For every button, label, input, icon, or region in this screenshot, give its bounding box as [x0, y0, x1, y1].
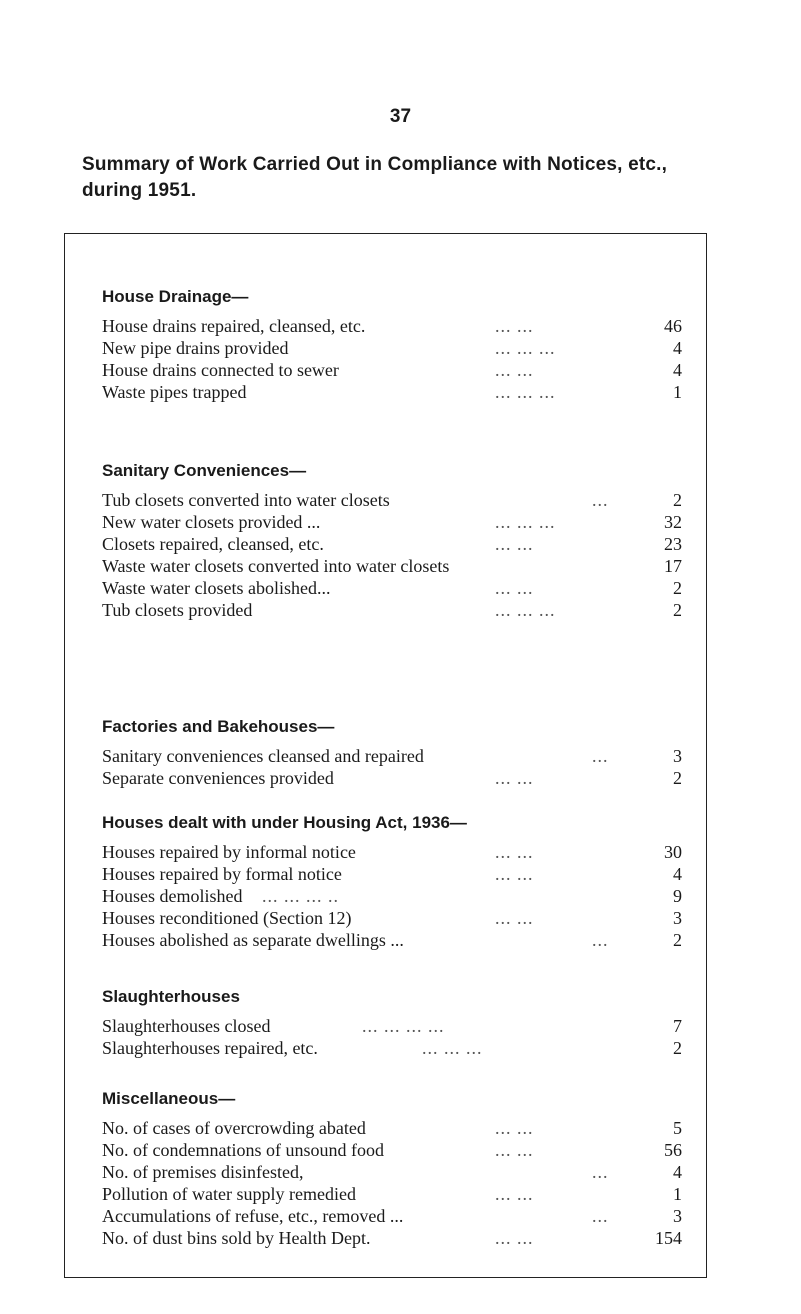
section-sanitary-conveniences [102, 458, 682, 621]
table-row [102, 1227, 682, 1249]
section-house-drainage [102, 284, 682, 403]
document-title: Summary of Work Carried Out in Compliance with Notices, etc., during 1951. [82, 154, 668, 201]
table-row [102, 1037, 682, 1059]
row-leader-dots: ... ... [495, 864, 534, 884]
row-leader-dots: ... ... [495, 842, 534, 862]
row-value: 32 [664, 512, 682, 532]
table-row [102, 1139, 682, 1161]
table-row [102, 337, 682, 359]
row-leader-dots: ... ... ... [495, 382, 556, 402]
table-row [102, 315, 682, 337]
table-row [102, 489, 682, 511]
table-row [102, 929, 682, 951]
row-value: 2 [673, 930, 682, 950]
row-value: 46 [664, 316, 682, 336]
row-label: Houses repaired by formal notice [102, 864, 342, 884]
table-row [102, 841, 682, 863]
table-row [102, 1161, 682, 1183]
row-value: 23 [664, 534, 682, 554]
table-row [102, 577, 682, 599]
section-heading: Slaughterhouses [102, 987, 240, 1006]
row-label: Slaughterhouses closed [102, 1016, 271, 1036]
row-label: Houses reconditioned (Section 12) [102, 908, 352, 928]
row-leader-dots: ... ... ... [495, 512, 556, 532]
row-value: 4 [673, 1162, 682, 1182]
section-heading: Factories and Bakehouses— [102, 717, 335, 736]
row-value: 2 [673, 490, 682, 510]
row-leader-dots: ... ... [495, 578, 534, 598]
table-row [102, 599, 682, 621]
row-leader-dots: ... ... [495, 360, 534, 380]
row-label: Waste water closets abolished... [102, 578, 331, 598]
table-row [102, 381, 682, 403]
table-row [102, 1183, 682, 1205]
table-row [102, 1205, 682, 1227]
row-value: 4 [673, 360, 682, 380]
row-value: 2 [673, 1038, 682, 1058]
row-label: Closets repaired, cleansed, etc. [102, 534, 324, 554]
row-value: 3 [673, 1206, 682, 1226]
row-leader-dots: ... ... ... [422, 1038, 483, 1058]
row-label: Sanitary conveniences cleansed and repaired [102, 746, 424, 766]
row-value: 4 [673, 864, 682, 884]
page-number: 37 [389, 106, 412, 127]
row-leader-dots: ... ... [495, 908, 534, 928]
row-label: Slaughterhouses repaired, etc. [102, 1038, 318, 1058]
row-label: New pipe drains provided [102, 338, 289, 358]
section-factories-bakehouses [102, 714, 682, 789]
section-heading: Houses dealt with under Housing Act, 1936— [102, 813, 467, 832]
row-value: 2 [673, 768, 682, 788]
row-label: Waste water closets converted into water closets [102, 556, 450, 576]
row-label: Accumulations of refuse, etc., removed ... [102, 1206, 404, 1226]
row-leader-dots: ... ... ... ... [362, 1016, 445, 1036]
row-leader-dots: ... ... [495, 534, 534, 554]
table-row [102, 555, 682, 577]
row-leader-dots: ... ... [495, 1184, 534, 1204]
row-value: 5 [673, 1118, 682, 1138]
row-label: House drains connected to sewer [102, 360, 339, 380]
table-row [102, 745, 682, 767]
section-heading: House Drainage— [102, 287, 249, 306]
row-leader-dots: ... [592, 746, 609, 766]
table-row [102, 1117, 682, 1139]
table-row [102, 359, 682, 381]
row-value: 30 [664, 842, 682, 862]
row-value: 2 [673, 578, 682, 598]
section-miscellaneous [102, 1086, 682, 1249]
row-label: Tub closets provided [102, 600, 253, 620]
row-value: 3 [673, 908, 682, 928]
row-leader-dots: ... [592, 1162, 609, 1182]
row-leader-dots: ... [592, 490, 609, 510]
table-row [102, 533, 682, 555]
section-heading: Miscellaneous— [102, 1089, 236, 1108]
row-value: 7 [673, 1016, 682, 1036]
row-leader-dots: ... ... [495, 316, 534, 336]
row-leader-dots: ... [592, 930, 609, 950]
section-slaughterhouses [102, 984, 682, 1059]
row-label: No. of condemnations of unsound food [102, 1140, 384, 1160]
row-label: Tub closets converted into water closets [102, 490, 390, 510]
row-label: Waste pipes trapped [102, 382, 247, 402]
row-value: 17 [664, 556, 682, 576]
row-leader-dots: ... ... [495, 1140, 534, 1160]
row-value: 154 [655, 1228, 682, 1248]
row-value: 3 [673, 746, 682, 766]
row-label: Separate conveniences provided [102, 768, 334, 788]
row-label: No. of premises disinfested, [102, 1162, 304, 1182]
row-leader-dots: ... ... ... [495, 338, 556, 358]
row-value: 2 [673, 600, 682, 620]
table-row [102, 907, 682, 929]
row-label: House drains repaired, cleansed, etc. [102, 316, 366, 336]
row-label: No. of cases of overcrowding abated [102, 1118, 366, 1138]
section-heading: Sanitary Conveniences— [102, 461, 307, 480]
row-label: No. of dust bins sold by Health Dept. [102, 1228, 371, 1248]
row-label: New water closets provided ... [102, 512, 321, 532]
row-label: Houses repaired by informal notice [102, 842, 356, 862]
row-value: 4 [673, 338, 682, 358]
row-value: 56 [664, 1140, 682, 1160]
row-leader-dots: ... ... ... [495, 600, 556, 620]
table-row [102, 511, 682, 533]
section-housing-act [102, 810, 682, 951]
table-row [102, 767, 682, 789]
row-value: 1 [673, 1184, 682, 1204]
table-row [102, 885, 682, 907]
row-leader-dots: ... ... [495, 1228, 534, 1248]
row-value: 1 [673, 382, 682, 402]
table-row [102, 1015, 682, 1037]
row-value: 9 [673, 886, 682, 906]
table-row [102, 863, 682, 885]
row-leader-dots: ... ... ... .. [262, 886, 339, 906]
row-leader-dots: ... ... [495, 768, 534, 788]
row-label: Houses abolished as separate dwellings ... [102, 930, 404, 950]
row-label: Houses demolished [102, 886, 243, 906]
row-leader-dots: ... ... [495, 1118, 534, 1138]
row-label: Pollution of water supply remedied [102, 1184, 356, 1204]
row-leader-dots: ... [592, 1206, 609, 1226]
